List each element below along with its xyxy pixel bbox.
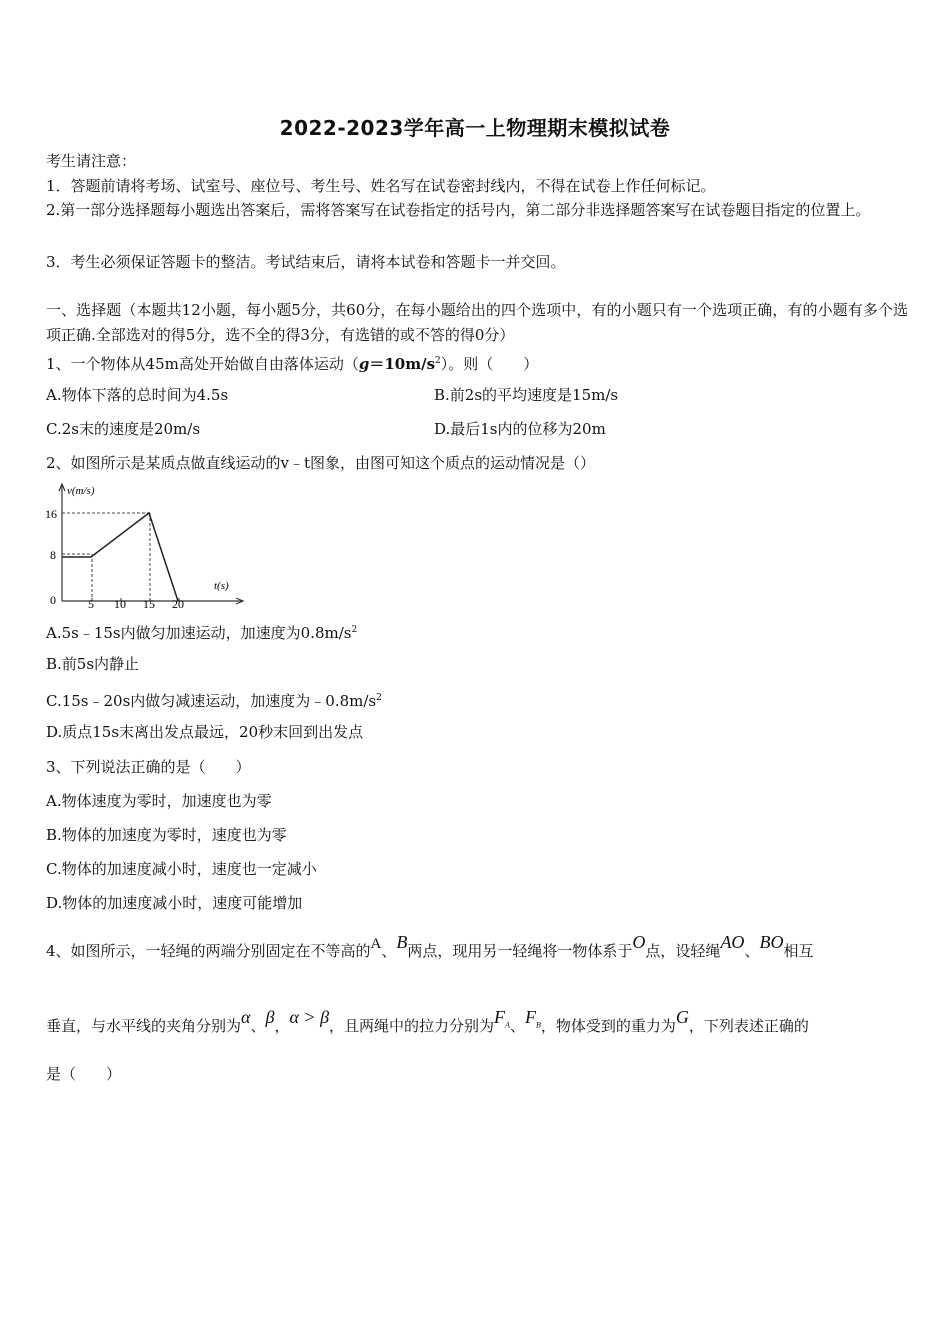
question-4-text-4-start: 相互 (783, 942, 814, 960)
vt-graph-line (62, 513, 178, 601)
question-1-option-a: A.物体下落的总时间为4.5s (46, 386, 229, 404)
question-4-fa (494, 1007, 510, 1030)
vt-graph-xtick-label-5: 5 (88, 597, 94, 611)
question-3-option-b: B.物体的加速度为零时，速度也为零 (46, 826, 287, 844)
notice-item-3: 3．考生必须保证答题卡的整洁。考试结束后，请将本试卷和答题卡一并交回。 (46, 253, 566, 271)
notice-header: 考生请注意： (46, 152, 137, 170)
question-4-text-2: 两点，现用另一轻绳将一物体系于 (407, 942, 633, 960)
question-4-text-8-end: 是（ ） (46, 1065, 122, 1083)
vt-graph-ytick-8: 8 (50, 548, 56, 562)
question-2-option-b: B.前5s内静止 (46, 655, 140, 673)
vt-graph-xtick-label-10: 10 (114, 597, 126, 611)
question-1-option-c: C.2s末的速度是20m/s (46, 420, 201, 438)
question-3-stem: 3、下列说法正确的是（ ） (46, 758, 251, 776)
question-2-stem: 2、如图所示是某质点做直线运动的v﹣t图象，由图可知这个质点的运动情况是（） (46, 454, 596, 472)
question-3-option-c: C.物体的加速度减小时，速度也一定减小 (46, 860, 317, 878)
question-4-point-b: B (396, 932, 408, 952)
question-4-fb-letter: F (524, 1007, 536, 1027)
question-4-alpha: α (241, 1007, 251, 1027)
question-4-beta: β (265, 1007, 275, 1027)
question-4-text-1: 4、如图所示，一轻绳的两端分别固定在不等高的 (46, 942, 371, 960)
question-4-line-3 (46, 1064, 121, 1084)
vt-graph-ytick-16: 16 (45, 507, 57, 521)
question-4-fb-sub: B (535, 1020, 541, 1030)
question-4-sep-2: 、 (744, 942, 760, 960)
question-1-option-b: B.前2s的平均速度是15m/s (434, 386, 619, 404)
question-1-g-symbol: g (358, 355, 370, 373)
question-4-rope-bo: BO (759, 932, 784, 952)
vt-graph-ytick-0: 0 (50, 593, 56, 607)
question-2-option-a-sup: 2 (351, 625, 358, 635)
question-4-gravity: G (675, 1007, 689, 1027)
question-2-option-c-sup: 2 (376, 693, 382, 703)
section-1-header: 一、选择题（本题共12小题，每小题5分，共60分，在每小题给出的四个选项中，有的小题只有一个选项正确，有的小题有多个选项正确.全部选对的得5分，选不全的得3分，有选错的或不答的得0分） (46, 301, 908, 344)
question-1-option-d: D.最后1s内的位移为20m (434, 420, 606, 438)
vt-graph-xtick-label-20: 20 (172, 597, 184, 611)
question-2-option-d: D.质点15s末离出发点最远，20秒末回到出发点 (46, 723, 364, 741)
question-1-stem-part-b: ＝10m/s (369, 355, 436, 373)
vt-graph-y-label: v(m/s) (67, 485, 95, 497)
vt-graph-xtick-label-15: 15 (143, 597, 155, 611)
question-1-stem-part-c: ）。则（ ） (440, 355, 539, 373)
question-4-sep-1: 、 (381, 942, 397, 960)
question-4-text-4-end: 垂直，与水平线的夹角分别为 (46, 1017, 242, 1035)
question-4-text-5: ， (274, 1017, 290, 1035)
notice-item-2: 2.第一部分选择题每小题选出答案后，需将答案写在试卷指定的括号内，第二部分非选择题答案写在试卷题目指定的位置上。 (46, 201, 871, 219)
question-4-point-a: A (370, 936, 382, 952)
question-4-text-8-start: ，下列表述正确的 (688, 1017, 809, 1035)
vt-graph-x-label: t(s) (214, 580, 229, 592)
question-3-option-a: A.物体速度为零时，加速度也为零 (46, 792, 272, 810)
vt-graph (40, 478, 250, 613)
question-1-stem (46, 351, 538, 374)
question-4-fa-letter: F (494, 1007, 506, 1027)
page-title: 2022-2023学年高一上物理期末模拟试卷 (279, 116, 671, 140)
question-4-line-1 (46, 932, 814, 962)
question-4-text-7: ，物体受到的重力为 (540, 1017, 676, 1035)
question-4-text-3: 点，设轻绳 (645, 942, 721, 960)
question-4-line-2 (46, 1007, 809, 1044)
question-2-option-a-text: A.5s﹣15s内做匀加速运动，加速度为0.8m/s (46, 624, 352, 642)
question-2-option-c-text: C.15s﹣20s内做匀减速运动，加速度为﹣0.8m/s (46, 692, 377, 710)
question-4-rope-ao: AO (720, 932, 745, 952)
question-1-stem-part-a: 1、一个物体从45m高处开始做自由落体运动（ (46, 355, 359, 373)
question-4-inequality: α > β (289, 1007, 330, 1027)
question-4-fa-sub: A (505, 1020, 510, 1030)
question-4-text-6: ，且两绳中的拉力分别为 (329, 1017, 495, 1035)
question-2-option-c (46, 688, 382, 711)
question-1-stem-sup: 2 (435, 356, 441, 366)
question-4-fb (524, 1007, 541, 1030)
question-4-point-o: O (632, 932, 646, 952)
question-2-option-a (46, 620, 357, 643)
notice-item-1: 1．答题前请将考场、试室号、座位号、考生号、姓名写在试卷密封线内，不得在试卷上作任何标记。 (46, 177, 716, 195)
question-3-option-d: D.物体的加速度减小时，速度可能增加 (46, 894, 303, 912)
question-4-sep-3: 、 (250, 1017, 266, 1035)
question-4-sep-4: 、 (509, 1017, 525, 1035)
